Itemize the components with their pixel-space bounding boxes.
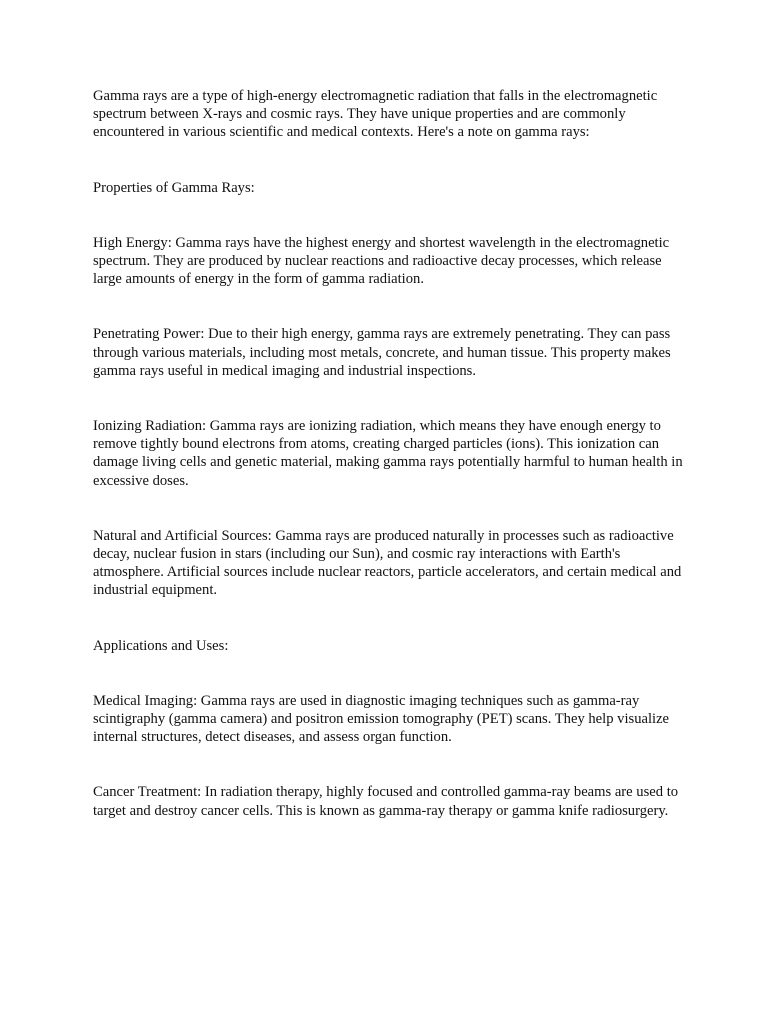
cancer-treatment-paragraph: Cancer Treatment: In radiation therapy, highly focused and controlled gamma-ray beams are used to target and destroy cancer cells. This is known as gamma-ray therapy or gamma knife radiosurgery.	[93, 784, 679, 819]
ionizing-radiation-paragraph: Ionizing Radiation: Gamma rays are ionizing radiation, which means they have enough energy to remove tightly bound electrons from atoms, creating charged particles (ions). This ionization can damage living cells and genetic material, making gamma rays potentially harmful to human health in excessive doses.	[93, 418, 683, 489]
penetrating-power-paragraph: Penetrating Power: Due to their high energy, gamma rays are extremely penetrating. They can pass through various materials, including most metals, concrete, and human tissue. This property makes gamma rays useful in medical imaging and industrial inspections.	[93, 326, 671, 379]
medical-imaging-paragraph: Medical Imaging: Gamma rays are used in diagnostic imaging techniques such as gamma-ray scintigraphy (gamma camera) and positron emission tomography (PET) scans. They help visualize internal structures, detect diseases, and assess organ function.	[93, 692, 670, 746]
properties-heading: Properties of Gamma Rays:	[93, 179, 255, 196]
applications-heading: Applications and Uses:	[93, 637, 229, 654]
intro-paragraph: Gamma rays are a type of high-energy electromagnetic radiation that falls in the electromagnetic spectrum between X-rays and cosmic rays. They have unique properties and are commonly encountered in various scientific and medical contexts. Here's a note on gamma rays:	[93, 88, 658, 141]
sources-paragraph: Natural and Artificial Sources: Gamma rays are produced naturally in processes such as radioactive decay, nuclear fusion in stars (including our Sun), and cosmic ray interactions with Earth's atmosphere. Artificial sources include nuclear reactors, particle accelerators, and certain medical and industrial equipment.	[93, 527, 682, 599]
document-body	[93, 87, 683, 820]
high-energy-paragraph: High Energy: Gamma rays have the highest energy and shortest wavelength in the electromagnetic spectrum. They are produced by nuclear reactions and radioactive decay processes, which release large amounts of energy in the form of gamma radiation.	[93, 234, 670, 288]
